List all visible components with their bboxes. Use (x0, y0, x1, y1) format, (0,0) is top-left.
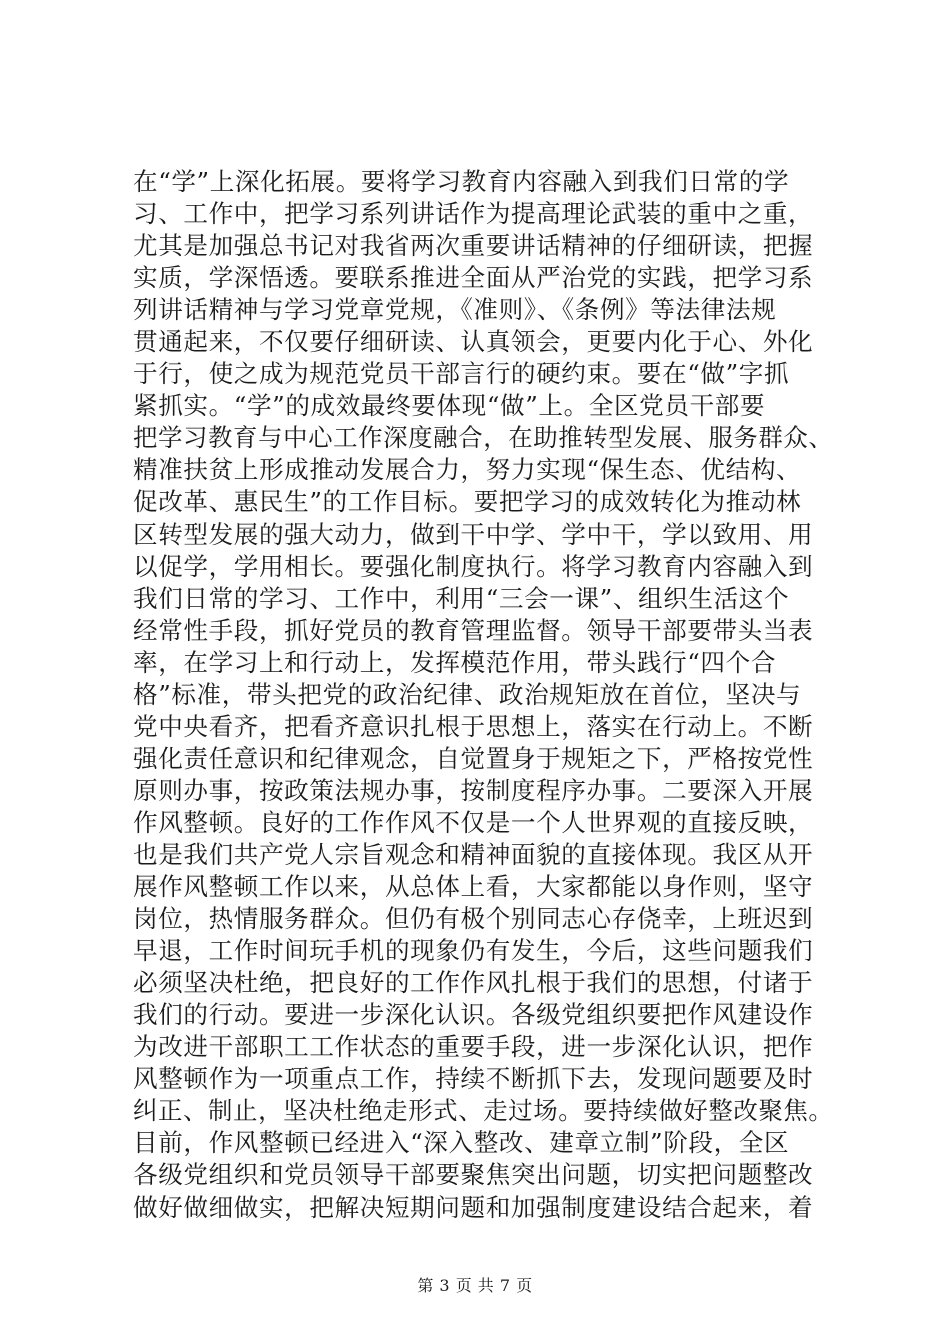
text-line: 把学习教育与中心工作深度融合，在助推转型发展、服务群众、 (133, 423, 834, 453)
text-line: 以促学，学用相长。要强化制度执行。将学习教育内容融入到 (133, 551, 814, 581)
text-line: 格”标准，带头把党的政治纪律、政治规矩放在首位，坚决与 (133, 679, 802, 709)
text-line: 贯通起来，不仅要仔细研读、认真领会，更要内化于心、外化 (133, 327, 814, 357)
text-line: 我们日常的学习、工作中，利用“三会一课”、组织生活这个 (133, 583, 790, 613)
text-line: 纠正、制止，坚决杜绝走形式、走过场。要持续做好整改聚焦。 (133, 1096, 834, 1126)
text-line: 目前，作风整顿已经进入“深入整改、建章立制”阶段，全区 (133, 1128, 790, 1158)
page-number-footer: 第 3 页 共 7 页 (417, 1276, 533, 1295)
text-line: 强化责任意识和纪律观念，自觉置身于规矩之下，严格按党性 (133, 743, 814, 773)
text-line: 列讲话精神与学习党章党规，《准则》、《条例》等法律法规 (133, 295, 777, 325)
text-line: 经常性手段，抓好党员的教育管理监督。领导干部要带头当表 (133, 615, 814, 645)
text-line: 作风整顿。良好的工作作风不仅是一个人世界观的直接反映， (133, 807, 814, 837)
text-line: 区转型发展的强大动力，做到干中学、学中干，学以致用、用 (133, 519, 814, 549)
text-line: 实质，学深悟透。要联系推进全面从严治党的实践，把学习系 (133, 263, 814, 293)
text-line: 做好做细做实，把解决短期问题和加强制度建设结合起来，着 (133, 1192, 814, 1222)
text-line: 精准扶贫上形成推动发展合力，努力实现“保生态、优结构、 (133, 455, 802, 485)
text-line: 各级党组织和党员领导干部要聚焦突出问题，切实把问题整改 (133, 1160, 814, 1190)
body-paragraph (133, 166, 833, 1224)
text-line: 在“学”上深化拓展。要将学习教育内容融入到我们日常的学 (133, 167, 790, 196)
text-line: 原则办事，按政策法规办事，按制度程序办事。二要深入开展 (133, 775, 814, 805)
text-line: 也是我们共产党人宗旨观念和精神面貌的直接体现。我区从开 (133, 839, 814, 869)
text-line: 风整顿作为一项重点工作，持续不断抓下去，发现问题要及时 (133, 1064, 814, 1094)
text-line: 于行，使之成为规范党员干部言行的硬约束。要在“做”字抓 (133, 359, 790, 389)
text-line: 党中央看齐，把看齐意识扎根于思想上，落实在行动上。不断 (133, 711, 814, 741)
text-line: 习、工作中，把学习系列讲话作为提高理论武装的重中之重， (133, 199, 814, 229)
text-line: 为改进干部职工工作状态的重要手段，进一步深化认识，把作 (133, 1032, 814, 1062)
text-line: 必须坚决杜绝，把良好的工作作风扎根于我们的思想，付诸于 (133, 968, 814, 998)
text-line: 展作风整顿工作以来，从总体上看，大家都能以身作则，坚守 (133, 872, 814, 902)
text-line: 我们的行动。要进一步深化认识。各级党组织要把作风建设作 (133, 1000, 814, 1030)
text-line: 率，在学习上和行动上，发挥模范作用，带头践行“四个合 (133, 647, 777, 677)
text-line: 早退，工作时间玩手机的现象仍有发生，今后，这些问题我们 (133, 936, 814, 966)
text-line: 促改革、惠民生”的工作目标。要把学习的成效转化为推动林 (133, 487, 802, 517)
text-line: 紧抓实。“学”的成效最终要体现“做”上。全区党员干部要 (133, 391, 766, 421)
text-line: 岗位，热情服务群众。但仍有极个别同志心存侥幸，上班迟到 (133, 904, 814, 934)
text-line: 尤其是加强总书记对我省两次重要讲话精神的仔细研读，把握 (133, 231, 814, 261)
